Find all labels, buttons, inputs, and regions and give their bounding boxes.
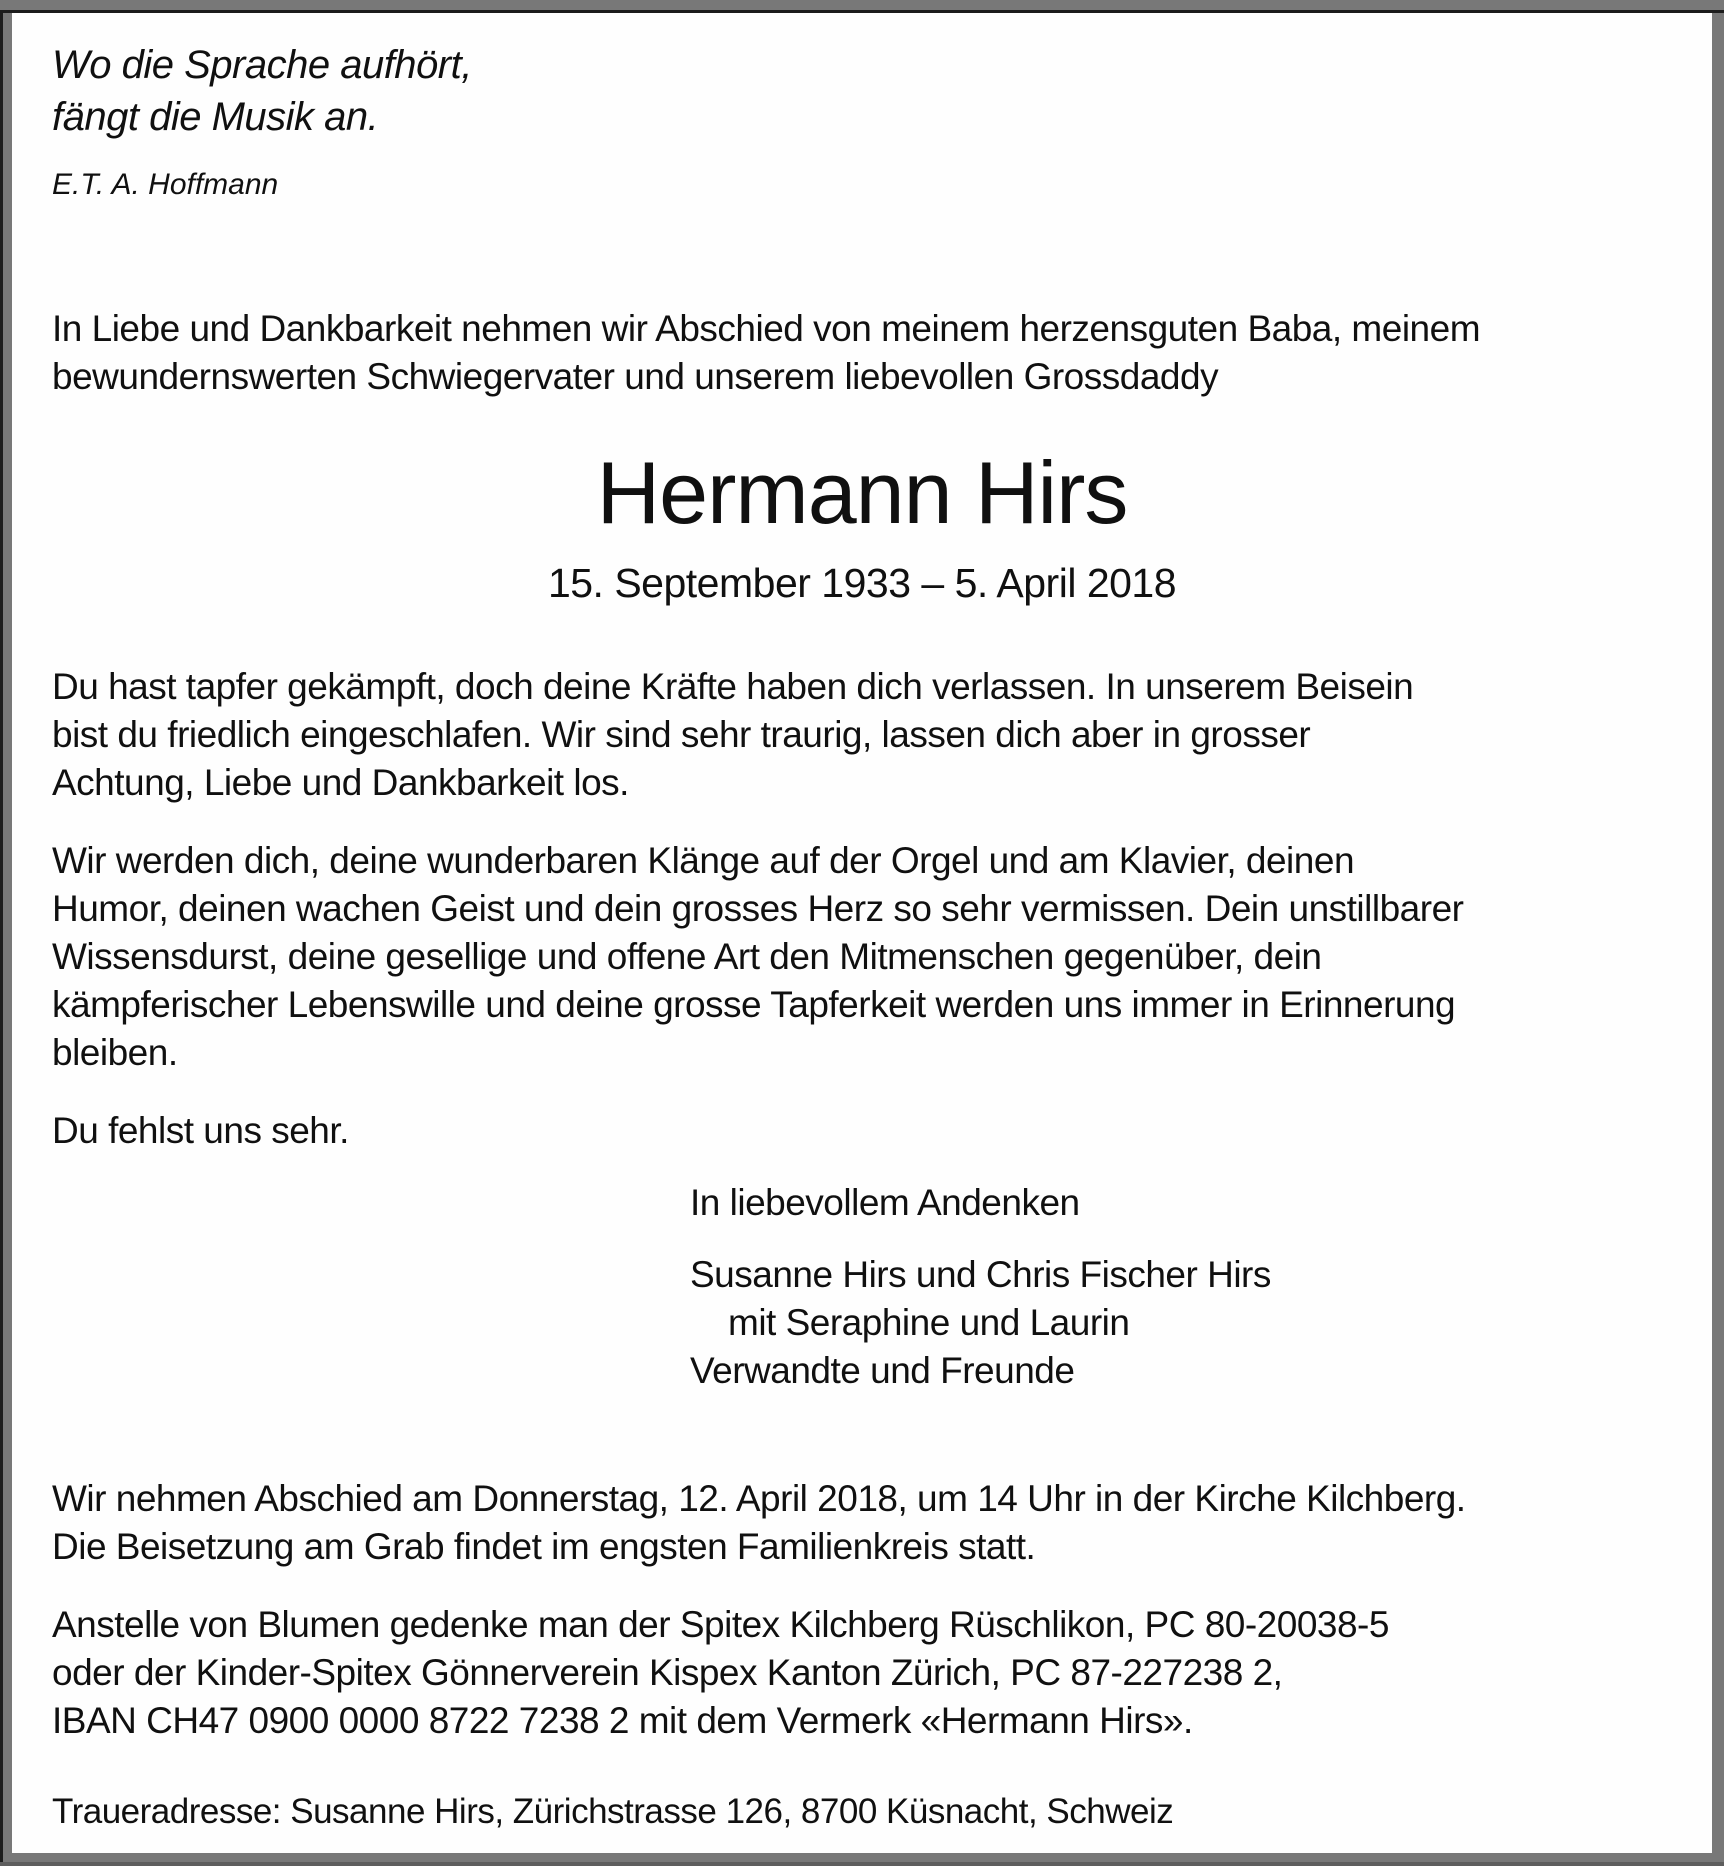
opening-quote	[52, 39, 1672, 205]
memoriam-block	[690, 1179, 1672, 1395]
farewell-line: Du fehlst uns sehr.	[52, 1110, 349, 1151]
quote-attribution: E.T. A. Hoffmann	[52, 168, 279, 201]
birth-death-dates: 15. September 1933 – 5. April 2018	[547, 560, 1177, 606]
memoriam-relatives-line: Verwandte und Freunde	[690, 1350, 1075, 1391]
mourning-address-line: Traueradresse: Susanne Hirs, Zürichstrasse 126, 8700 Küsnacht, Schweiz	[52, 1792, 1174, 1831]
notice-frame-bottom-line	[0, 1862, 1724, 1866]
donations-paragraph: Anstelle von Blumen gedenke man der Spitex Kilchberg Rüschlikon, PC 80-20038-5 oder der Kinder-Spitex Gönnerverein Kispex Kanton Zürich, PC 87-227238 2, IBAN CH47 0900 0000 8722 7238 2 mit dem Vermerk «Hermann Hirs».	[52, 1604, 1389, 1741]
memoriam-header: In liebevollem Andenken	[690, 1182, 1080, 1223]
notice-frame-top-line	[0, 10, 1724, 13]
tribute-paragraph-2: Wir werden dich, deine wunderbaren Klänge auf der Orgel und am Klavier, deinen Humor, deinen wachen Geist und dein grosses Herz so sehr vermissen. Dein unstillbarer Wissensdurst, deine gesellige und offene Art den Mitmenschen gegenüber, dein kämpferischer Lebenswille und deine grosse Tapferkeit werden uns immer in Erinnerung bleiben.	[52, 840, 1464, 1073]
intro-paragraph: In Liebe und Dankbarkeit nehmen wir Abschied von meinem herzensguten Baba, meinem bewundernswerten Schwiegervater und unserem liebevollen Grossdaddy	[52, 308, 1481, 397]
memoriam-grandchildren-line: mit Seraphine und Laurin	[728, 1302, 1130, 1343]
quote-line-1: Wo die Sprache aufhört,	[52, 43, 472, 87]
death-notice-page	[12, 13, 1712, 1853]
deceased-name: Hermann Hirs	[596, 443, 1128, 542]
memoriam-family-line: Susanne Hirs und Chris Fischer Hirs	[690, 1254, 1271, 1295]
quote-line-2: fängt die Musik an.	[52, 95, 379, 139]
funeral-service-paragraph: Wir nehmen Abschied am Donnerstag, 12. April 2018, um 14 Uhr in der Kirche Kilchberg. Die Beisetzung am Grab findet im engsten Familienkreis statt.	[52, 1478, 1466, 1567]
notice-frame-left-line	[0, 10, 3, 1866]
tribute-paragraph-1: Du hast tapfer gekämpft, doch deine Kräfte haben dich verlassen. In unserem Beisein bist du friedlich eingeschlafen. Wir sind sehr traurig, lassen dich aber in grosser Achtung, Liebe und Dankbarkeit los.	[52, 666, 1414, 803]
